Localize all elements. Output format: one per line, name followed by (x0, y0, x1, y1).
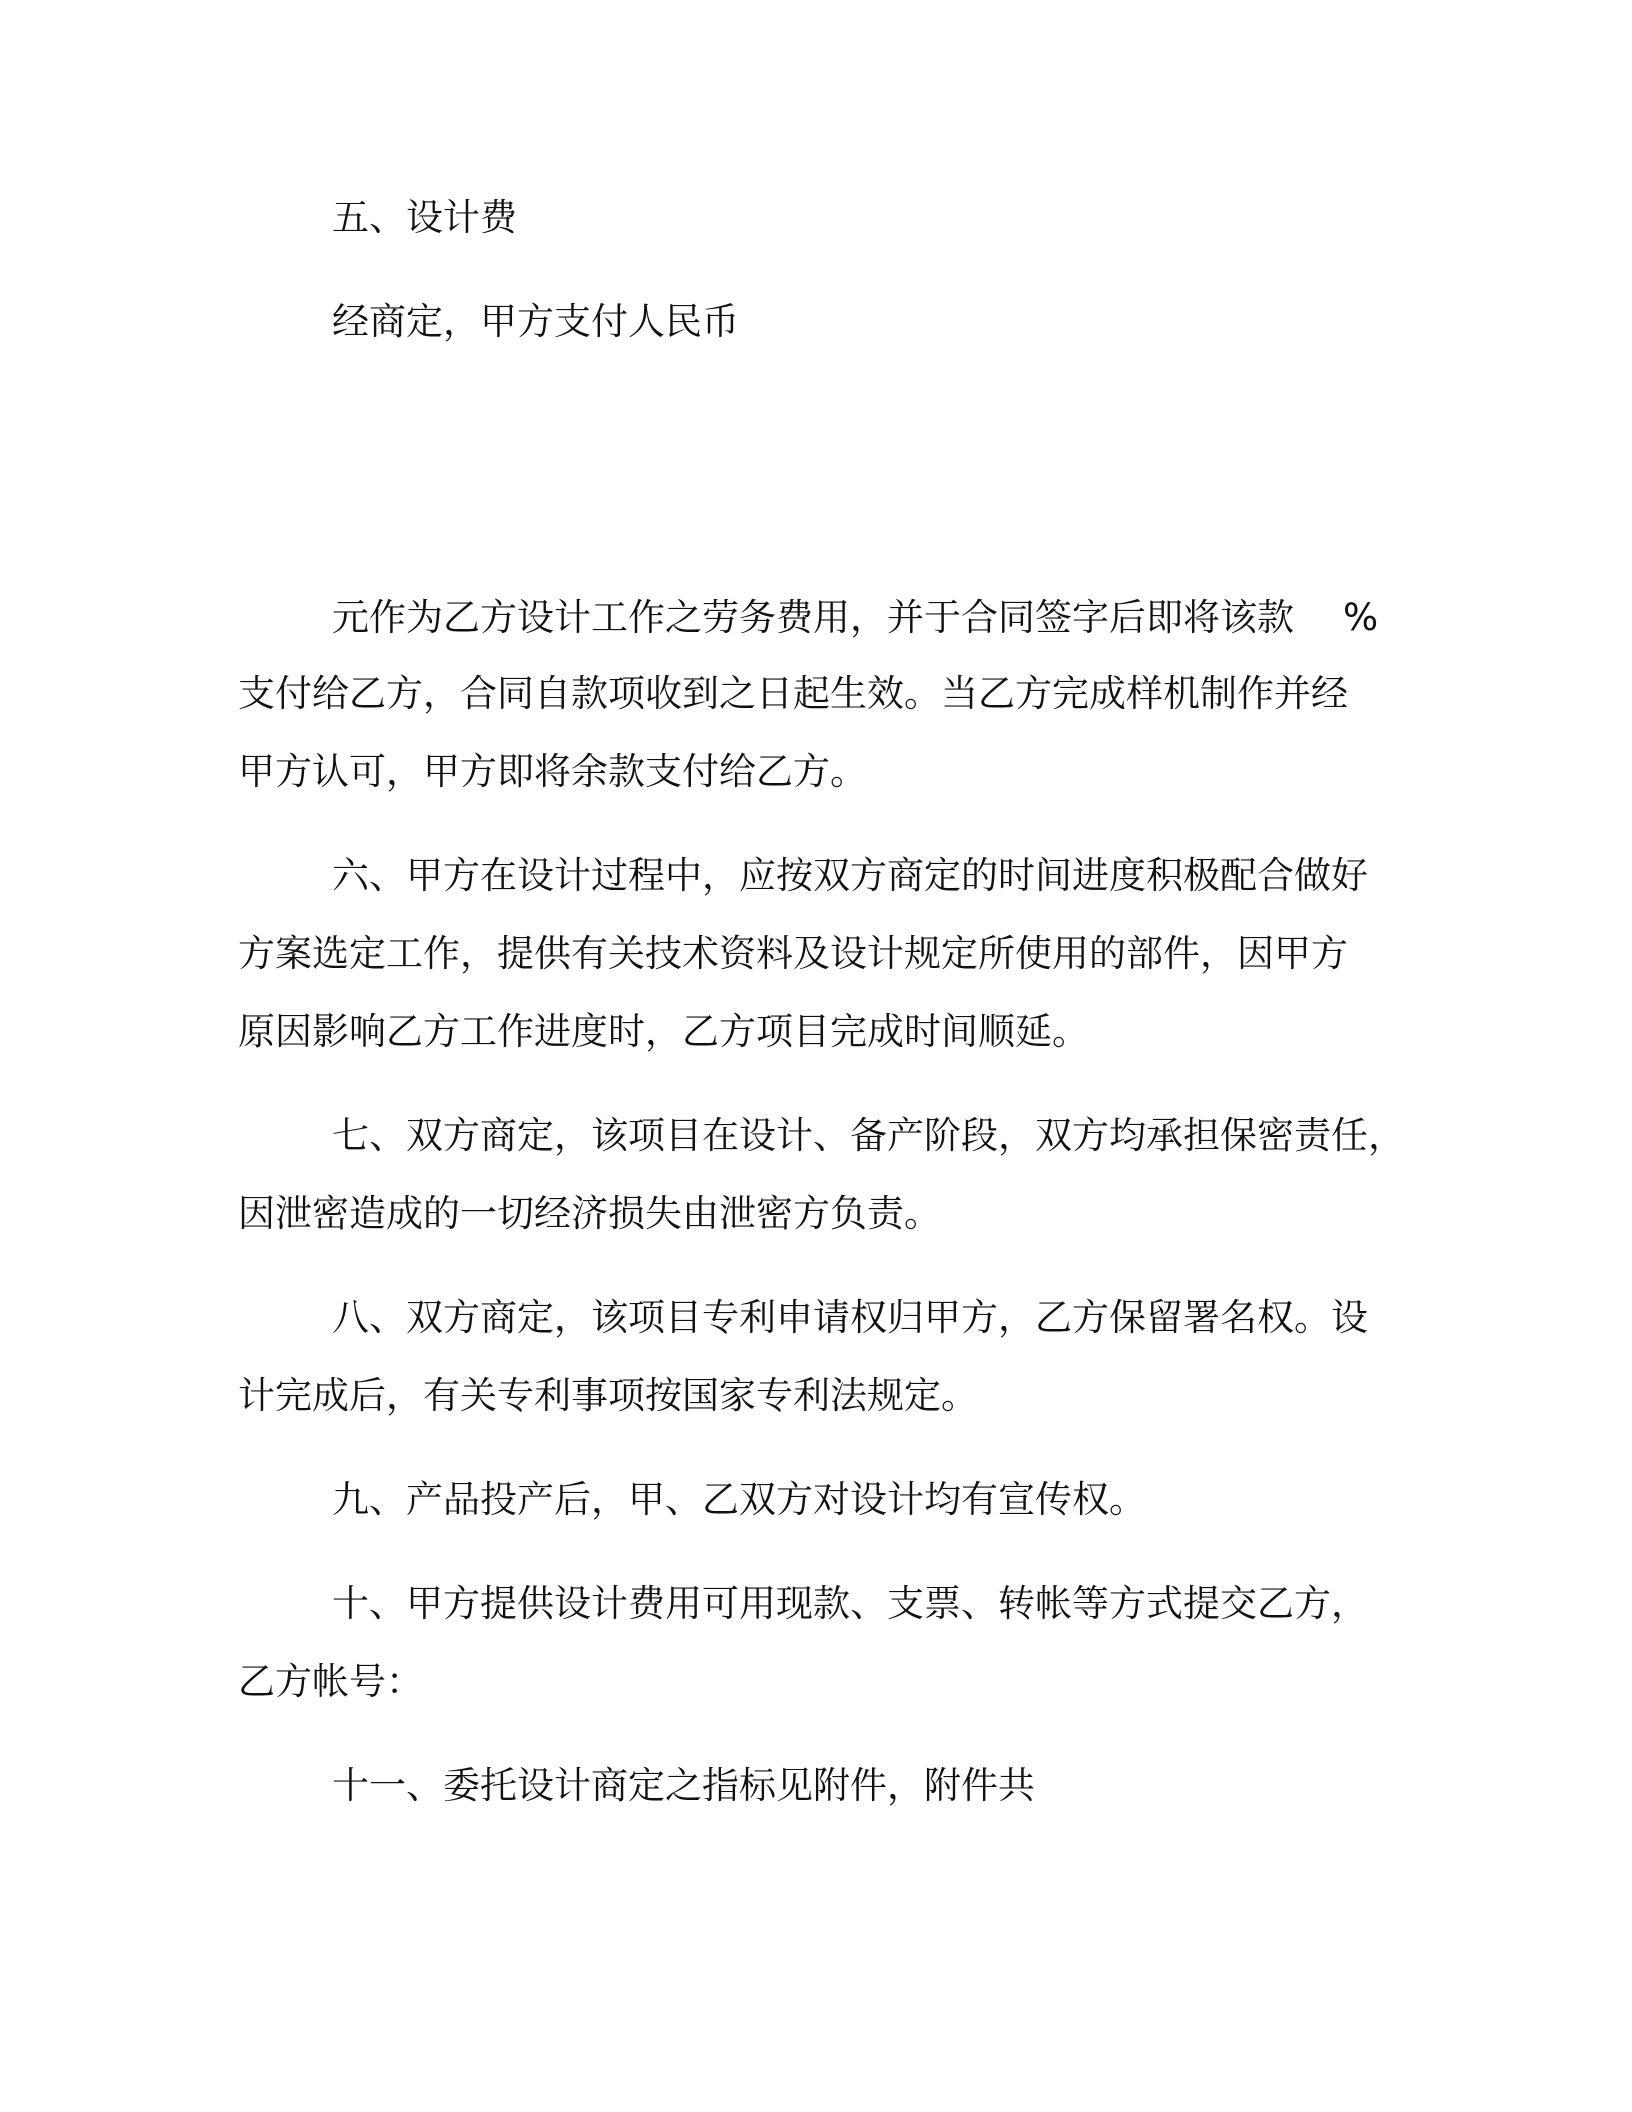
section-11-line-1: 十一、委托设计商定之指标见附件，附件共 (332, 1764, 1035, 1807)
section-5-line-4: 甲方认可，甲方即将余款支付给乙方。 (238, 750, 867, 793)
section-5-percent: % (1343, 596, 1379, 639)
section-7-line-1: 七、双方商定，该项目在设计、备产阶段，双方均承担保密责任， (332, 1114, 1405, 1157)
section-10-line-2: 乙方帐号： (238, 1660, 423, 1703)
section-9-line-1: 九、产品投产后，甲、乙双方对设计均有宣传权。 (332, 1478, 1146, 1521)
section-5-title: 五、设计费 (332, 196, 517, 239)
section-6-line-3: 原因影响乙方工作进度时，乙方项目完成时间顺延。 (238, 1010, 1089, 1053)
section-6-line-2: 方案选定工作，提供有关技术资料及设计规定所使用的部件，因甲方 (238, 932, 1348, 975)
section-6-line-1: 六、甲方在设计过程中，应按双方商定的时间进度积极配合做好 (332, 854, 1368, 897)
section-8-line-2: 计完成后，有关专利事项按国家专利法规定。 (238, 1374, 978, 1417)
section-5-line-3: 支付给乙方，合同自款项收到之日起生效。当乙方完成样机制作并经 (238, 672, 1348, 715)
section-5-line-2: 元作为乙方设计工作之劳务费用，并于合同签字后即将该款 (332, 596, 1294, 639)
section-5-line-1: 经商定，甲方支付人民币 (332, 300, 739, 343)
section-7-line-2: 因泄密造成的一切经济损失由泄密方负责。 (238, 1192, 941, 1235)
section-10-line-1: 十、甲方提供设计费用可用现款、支票、转帐等方式提交乙方， (332, 1582, 1368, 1625)
section-8-line-1: 八、双方商定，该项目专利申请权归甲方，乙方保留署名权。设 (332, 1296, 1368, 1339)
